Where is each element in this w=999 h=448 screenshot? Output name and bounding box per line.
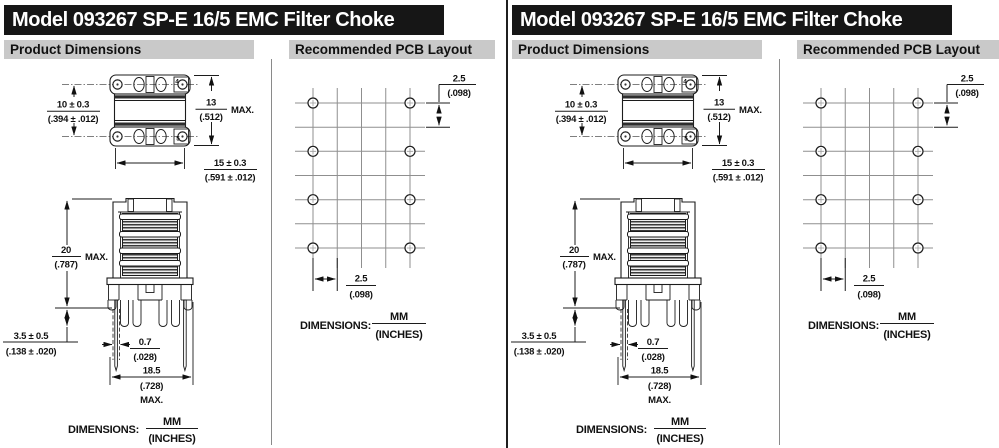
svg-text:2.5: 2.5 bbox=[862, 273, 876, 285]
svg-text:(.512): (.512) bbox=[199, 112, 223, 123]
svg-text:MAX.: MAX. bbox=[231, 105, 254, 116]
section-header-product-dimensions: Product Dimensions bbox=[4, 40, 254, 59]
svg-text:15 ± 0.3: 15 ± 0.3 bbox=[721, 158, 755, 169]
base-lip bbox=[615, 278, 701, 285]
svg-text:10 ± 0.3: 10 ± 0.3 bbox=[56, 99, 90, 111]
page-title: Model 093267 SP-E 16/5 EMC Filter Choke bbox=[512, 5, 952, 35]
tape-band bbox=[628, 261, 689, 267]
svg-text:18.5: 18.5 bbox=[650, 365, 669, 377]
dim-overall-depth bbox=[194, 76, 254, 146]
dim-row-pitch bbox=[426, 74, 476, 128]
svg-text:3.5 ± 0.5: 3.5 ± 0.5 bbox=[13, 331, 49, 342]
top-view bbox=[570, 75, 706, 146]
svg-text:2.5: 2.5 bbox=[452, 73, 466, 85]
tape-band bbox=[628, 232, 689, 238]
pin-stub bbox=[629, 300, 637, 327]
svg-text:(.591 ± .012): (.591 ± .012) bbox=[204, 172, 256, 184]
pin-number-4: 4 bbox=[175, 78, 179, 86]
svg-text:3.5 ± 0.5: 3.5 ± 0.5 bbox=[521, 331, 557, 342]
legend-units-inches: (INCHES) bbox=[375, 329, 423, 341]
dimensions-legend bbox=[68, 416, 198, 445]
pcb-layout-drawing bbox=[780, 59, 999, 448]
pin-number-4: 4 bbox=[683, 78, 687, 86]
legend-units-mm: MM bbox=[671, 416, 689, 428]
svg-text:(.728): (.728) bbox=[139, 381, 164, 392]
legend-label: DIMENSIONS: bbox=[68, 424, 140, 436]
long-pin bbox=[692, 300, 695, 371]
dim-overall-width bbox=[624, 148, 766, 184]
base-leg bbox=[692, 300, 700, 310]
svg-text:(.028): (.028) bbox=[133, 352, 157, 363]
dim-pin-length bbox=[511, 310, 586, 358]
svg-text:(.098): (.098) bbox=[447, 88, 471, 99]
pcb-grid bbox=[803, 88, 933, 268]
dim-pin-diameter bbox=[102, 309, 160, 363]
svg-text:20: 20 bbox=[568, 245, 580, 256]
svg-text:2.5: 2.5 bbox=[960, 73, 974, 85]
svg-text:(.098): (.098) bbox=[955, 88, 979, 99]
section-header-pcb-layout: Recommended PCB Layout bbox=[797, 40, 999, 59]
legend-units-mm: MM bbox=[163, 416, 181, 428]
legend-label: DIMENSIONS: bbox=[576, 424, 648, 436]
legend-label: DIMENSIONS: bbox=[300, 320, 372, 332]
svg-text:20: 20 bbox=[60, 245, 72, 256]
svg-text:0.7: 0.7 bbox=[138, 337, 152, 348]
tape-band bbox=[120, 261, 181, 267]
svg-text:MAX.: MAX. bbox=[739, 105, 762, 116]
tape-band bbox=[628, 248, 689, 254]
svg-text:(.098): (.098) bbox=[349, 289, 373, 301]
legend-units-inches: (INCHES) bbox=[656, 433, 704, 445]
pin-stub bbox=[680, 300, 688, 327]
top-view bbox=[62, 75, 198, 146]
top-flange bbox=[621, 199, 695, 213]
section-header-pcb-layout: Recommended PCB Layout bbox=[289, 40, 495, 59]
svg-text:(.591 ± .012): (.591 ± .012) bbox=[712, 172, 764, 184]
product-dimensions-drawing bbox=[0, 59, 272, 448]
svg-text:(.787): (.787) bbox=[562, 259, 586, 271]
dim-overall-width bbox=[116, 148, 258, 184]
dimensions-legend bbox=[808, 311, 934, 341]
base-lip bbox=[107, 278, 193, 285]
tape-band bbox=[628, 214, 689, 220]
svg-text:MAX.: MAX. bbox=[648, 395, 671, 406]
svg-text:(.512): (.512) bbox=[707, 112, 731, 123]
svg-text:(.394 ± .012): (.394 ± .012) bbox=[555, 114, 607, 125]
pcb-layout-drawing bbox=[272, 59, 499, 448]
tape-band bbox=[120, 232, 181, 238]
pin-number-5: 5 bbox=[684, 135, 688, 143]
svg-text:(.394 ± .012): (.394 ± .012) bbox=[47, 114, 99, 125]
pcb-grid bbox=[295, 88, 425, 268]
long-pin bbox=[623, 300, 626, 371]
core-body bbox=[115, 94, 186, 127]
pin-number-5: 5 bbox=[176, 135, 180, 143]
datasheet-page bbox=[0, 0, 493, 448]
svg-text:0.7: 0.7 bbox=[646, 337, 660, 348]
pin-stub bbox=[641, 300, 649, 327]
tape-band bbox=[120, 248, 181, 254]
dimensions-legend bbox=[576, 416, 706, 445]
legend-units-inches: (INCHES) bbox=[148, 433, 196, 445]
svg-text:(.728): (.728) bbox=[647, 381, 672, 392]
pin-stub bbox=[159, 300, 167, 327]
base-leg bbox=[184, 300, 192, 310]
svg-text:15 ± 0.3: 15 ± 0.3 bbox=[213, 158, 247, 169]
pin-stub bbox=[133, 300, 141, 327]
dim-column-pitch bbox=[821, 258, 884, 301]
dim-row-pitch bbox=[934, 74, 984, 128]
top-flange bbox=[113, 199, 187, 213]
svg-text:(.138 ± .020): (.138 ± .020) bbox=[5, 346, 57, 358]
tape-band bbox=[120, 214, 181, 220]
dim-overall-height bbox=[560, 199, 620, 308]
legend-units-mm: MM bbox=[898, 311, 916, 323]
dim-overall-height bbox=[52, 199, 112, 308]
pin-stub bbox=[121, 300, 129, 327]
datasheet-page-copy bbox=[506, 0, 999, 448]
dimensions-legend bbox=[300, 311, 426, 341]
legend-units-mm: MM bbox=[390, 311, 408, 323]
svg-text:(.138 ± .020): (.138 ± .020) bbox=[513, 346, 565, 358]
svg-text:13: 13 bbox=[205, 97, 217, 109]
legend-units-inches: (INCHES) bbox=[883, 329, 931, 341]
long-pin bbox=[115, 300, 118, 371]
pin-stub bbox=[667, 300, 675, 327]
svg-text:(.787): (.787) bbox=[54, 259, 78, 271]
product-dimensions-drawing bbox=[508, 59, 780, 448]
svg-text:(.028): (.028) bbox=[641, 352, 665, 363]
svg-text:MAX.: MAX. bbox=[140, 395, 163, 406]
core-body bbox=[623, 94, 694, 127]
dim-pin-length bbox=[3, 310, 78, 358]
svg-text:10 ± 0.3: 10 ± 0.3 bbox=[564, 99, 598, 111]
svg-text:MAX.: MAX. bbox=[85, 252, 108, 263]
dim-pin-row-spacing bbox=[47, 86, 100, 135]
page-title: Model 093267 SP-E 16/5 EMC Filter Choke bbox=[4, 5, 444, 35]
long-pin bbox=[184, 300, 187, 371]
svg-text:(.098): (.098) bbox=[857, 289, 881, 301]
svg-text:13: 13 bbox=[713, 97, 725, 109]
svg-text:18.5: 18.5 bbox=[142, 365, 161, 377]
svg-text:2.5: 2.5 bbox=[354, 273, 368, 285]
dim-pin-row-spacing bbox=[555, 86, 608, 135]
section-header-product-dimensions: Product Dimensions bbox=[512, 40, 762, 59]
dim-pin-diameter bbox=[610, 309, 668, 363]
dim-column-pitch bbox=[313, 258, 376, 301]
legend-label: DIMENSIONS: bbox=[808, 320, 880, 332]
svg-text:MAX.: MAX. bbox=[593, 252, 616, 263]
pin-stub bbox=[172, 300, 180, 327]
dim-overall-depth bbox=[702, 76, 762, 146]
